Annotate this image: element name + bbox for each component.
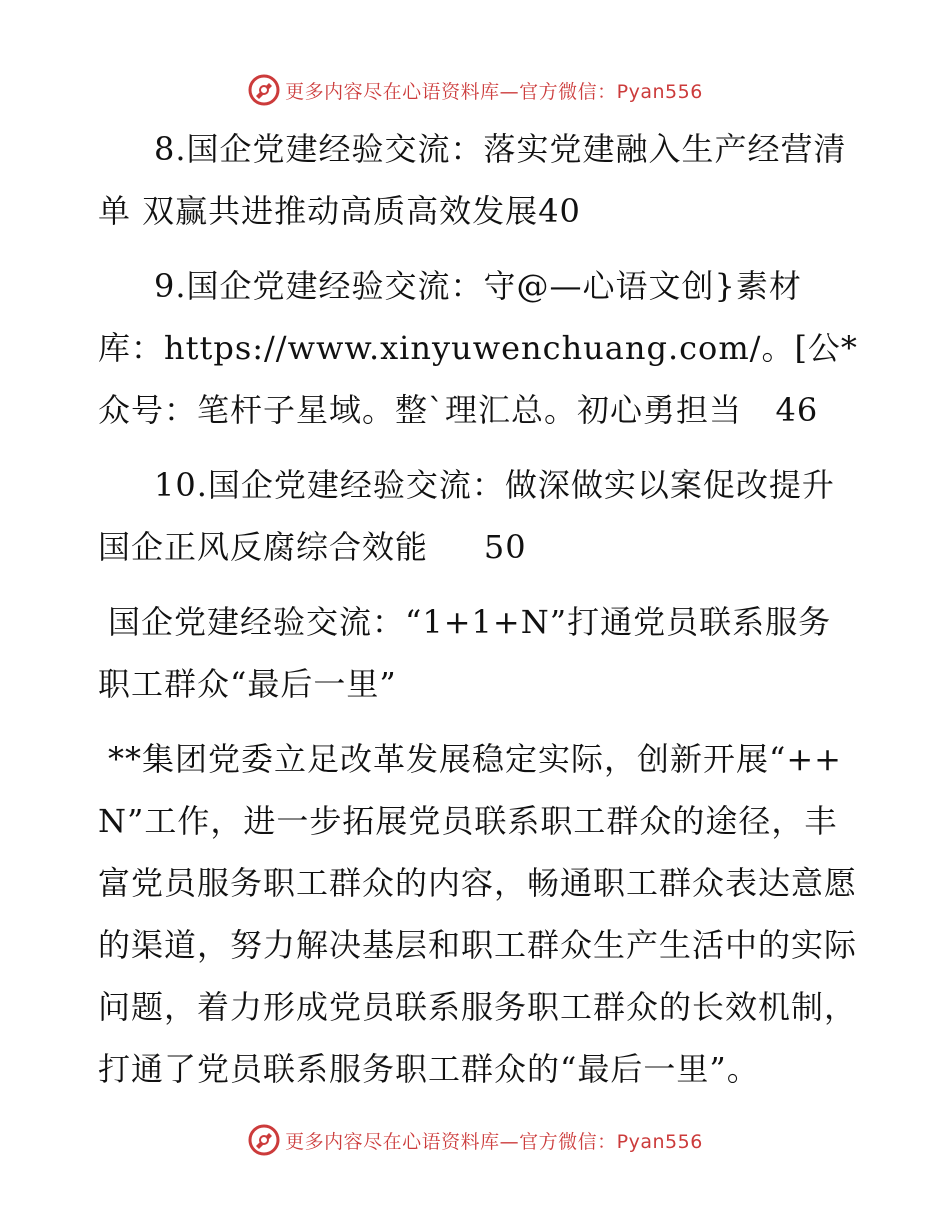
header-watermark	[0, 72, 950, 108]
toc-entry-number: 8.	[154, 130, 187, 168]
header-watermark-text: 更多内容尽在心语资料库—官方微信：Pyan556	[285, 80, 703, 103]
document-content	[98, 118, 858, 1113]
article-body: **集团党委立足改革发展稳定实际，创新开展“++N”工作，进一步拓展党员联系职工群众的途径，丰富党员服务职工群众的内容，畅通职工群众表达意愿的渠道，努力解决基层和职工群众生产生活中的实际问题，着力形成党员联系服务职工群众的长效机制，打通了党员联系服务职工群众的“最后一里”。	[98, 740, 858, 1088]
toc-entry-number: 9.	[154, 267, 187, 305]
toc-entry-page: 46	[775, 391, 819, 429]
toc-entry-number: 10.	[154, 466, 208, 504]
toc-entry[interactable]	[98, 118, 858, 242]
toc-entry-text: 国企党建经验交流：守@—心语文创}素材库：https://www.xinyuwenchuang.com/。[公*众号：笔杆子星域。整`理汇总。初心勇担当	[98, 267, 858, 429]
toc-entry-page: 50	[483, 528, 527, 566]
footer-watermark-text: 更多内容尽在心语资料库—官方微信：Pyan556	[285, 1130, 703, 1153]
toc-entry[interactable]	[98, 255, 858, 441]
footer-watermark	[0, 1122, 950, 1158]
red-circular-logo-icon	[247, 1123, 281, 1157]
red-circular-logo-icon	[247, 73, 281, 107]
toc-entry[interactable]	[98, 454, 858, 578]
toc-entry-page: 40	[538, 192, 581, 230]
toc-entry-text: 国企党建经验交流：做深做实以案促改提升国企正风反腐综合效能	[98, 466, 835, 566]
article-title: 国企党建经验交流：“1+1+N”打通党员联系服务职工群众“最后一里”	[98, 603, 832, 703]
toc-entry-text: 国企党建经验交流：落实党建融入生产经营清单 双赢共进推动高质高效发展	[98, 130, 847, 230]
